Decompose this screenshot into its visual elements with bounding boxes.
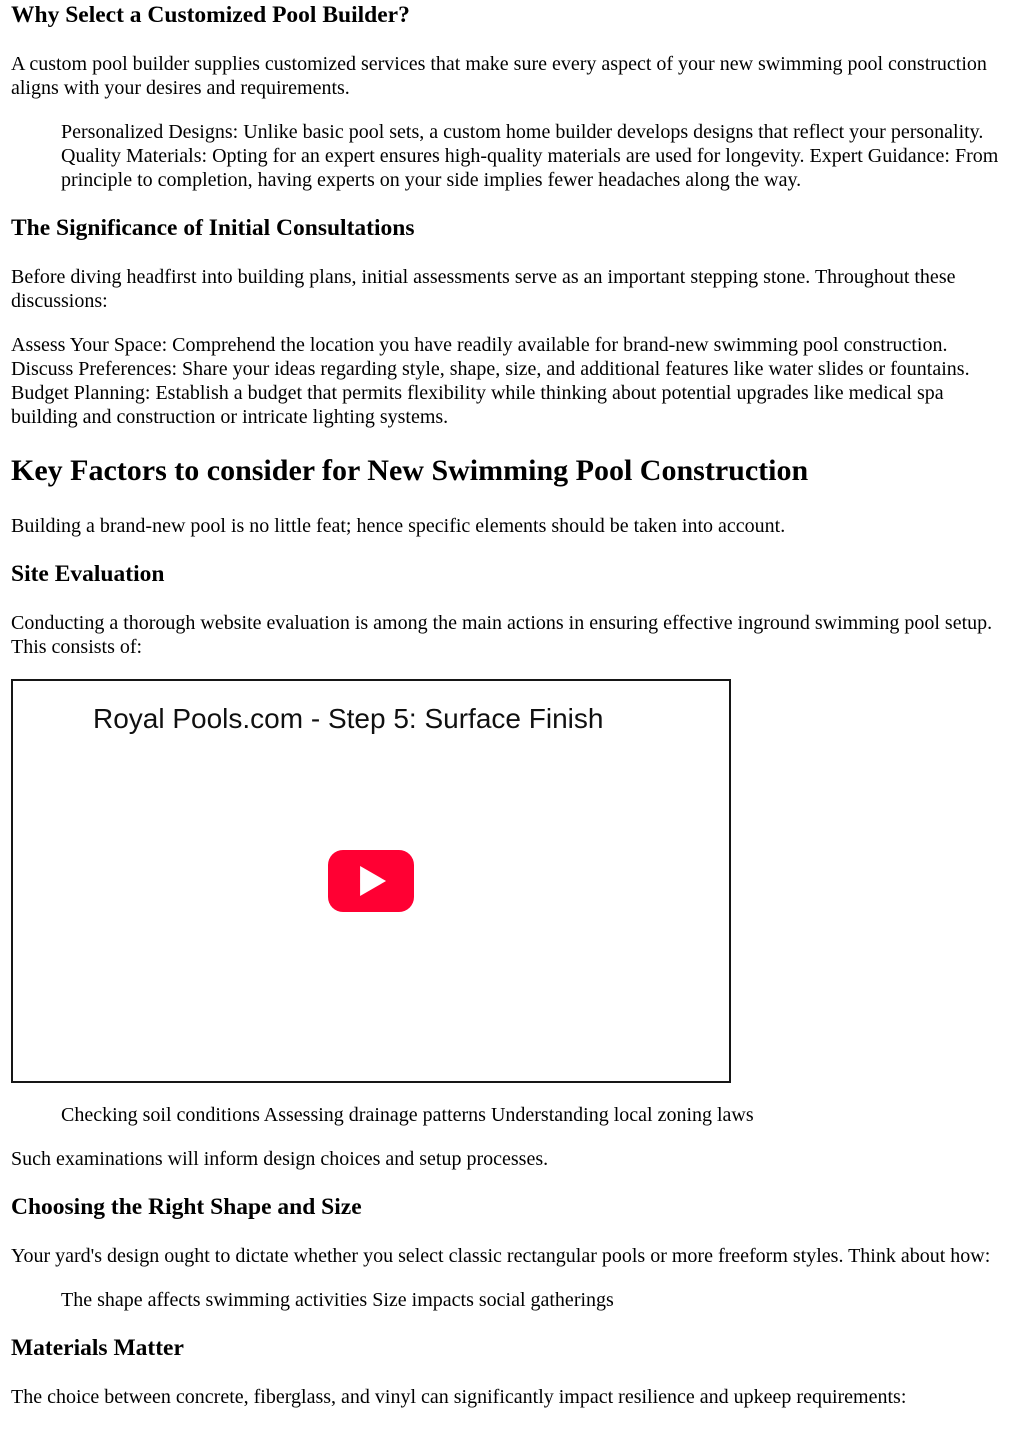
paragraph-site-evaluation-intro: Conducting a thorough website evaluation is among the main actions in ensuring effective inground swimming pool setup. This consists of: <box>11 611 993 658</box>
youtube-video-embed[interactable] <box>11 679 731 1083</box>
section-heading-site-evaluation: Site Evaluation <box>11 560 165 587</box>
video-play-button[interactable] <box>328 850 414 912</box>
blockquote-shape-size: The shape affects swimming activities Size impacts social gatherings <box>61 1288 614 1311</box>
play-icon <box>360 866 386 896</box>
blockquote-site-checks: Checking soil conditions Assessing drainage patterns Understanding local zoning laws <box>61 1103 754 1126</box>
paragraph-why-select-intro: A custom pool builder supplies customized services that make sure every aspect of your new swimming pool construction aligns with your desires and requirements. <box>11 53 987 100</box>
paragraph-site-evaluation-outro: Such examinations will inform design choices and setup processes. <box>11 1147 549 1170</box>
section-heading-shape-size: Choosing the Right Shape and Size <box>11 1193 362 1220</box>
section-heading-why-select: Why Select a Customized Pool Builder? <box>11 2 410 28</box>
paragraph-key-factors-intro: Building a brand-new pool is no little feat; hence specific elements should be taken into account. <box>11 514 786 537</box>
paragraph-consultations-intro: Before diving headfirst into building plans, initial assessments serve as an important stepping stone. Throughout these discussions: <box>11 266 956 313</box>
paragraph-materials-intro: The choice between concrete, fiberglass, and vinyl can significantly impact resilience and upkeep requirements: <box>11 1385 907 1408</box>
section-heading-consultations: The Significance of Initial Consultations <box>11 215 415 242</box>
paragraph-consultations-details: Assess Your Space: Comprehend the location you have readily available for brand-new swimming pool construction. Discuss Preferences: Share your ideas regarding style, shape, size, and additional features like water slides or fountains. Budget Planning: Establish a budget that permits flexibility while thinking about potential upgrades like medical spa building and construction or intricate lighting systems. <box>11 334 970 429</box>
blockquote-builder-benefits: Personalized Designs: Unlike basic pool sets, a custom home builder develops designs that reflect your personality. Quality Materials: Opting for an expert ensures high-quality materials are used for longevity. Expert Guidance: From principle to completion, having experts on your side implies fewer headaches along the way. <box>61 121 999 192</box>
video-title-link[interactable]: Royal Pools.com - Step 5: Surface Finish <box>93 702 604 734</box>
section-heading-materials: Materials Matter <box>11 1334 184 1361</box>
section-heading-key-factors: Key Factors to consider for New Swimming Pool Construction <box>11 454 809 488</box>
paragraph-shape-size-intro: Your yard's design ought to dictate whether you select classic rectangular pools or more freeform styles. Think about how: <box>11 1244 991 1267</box>
